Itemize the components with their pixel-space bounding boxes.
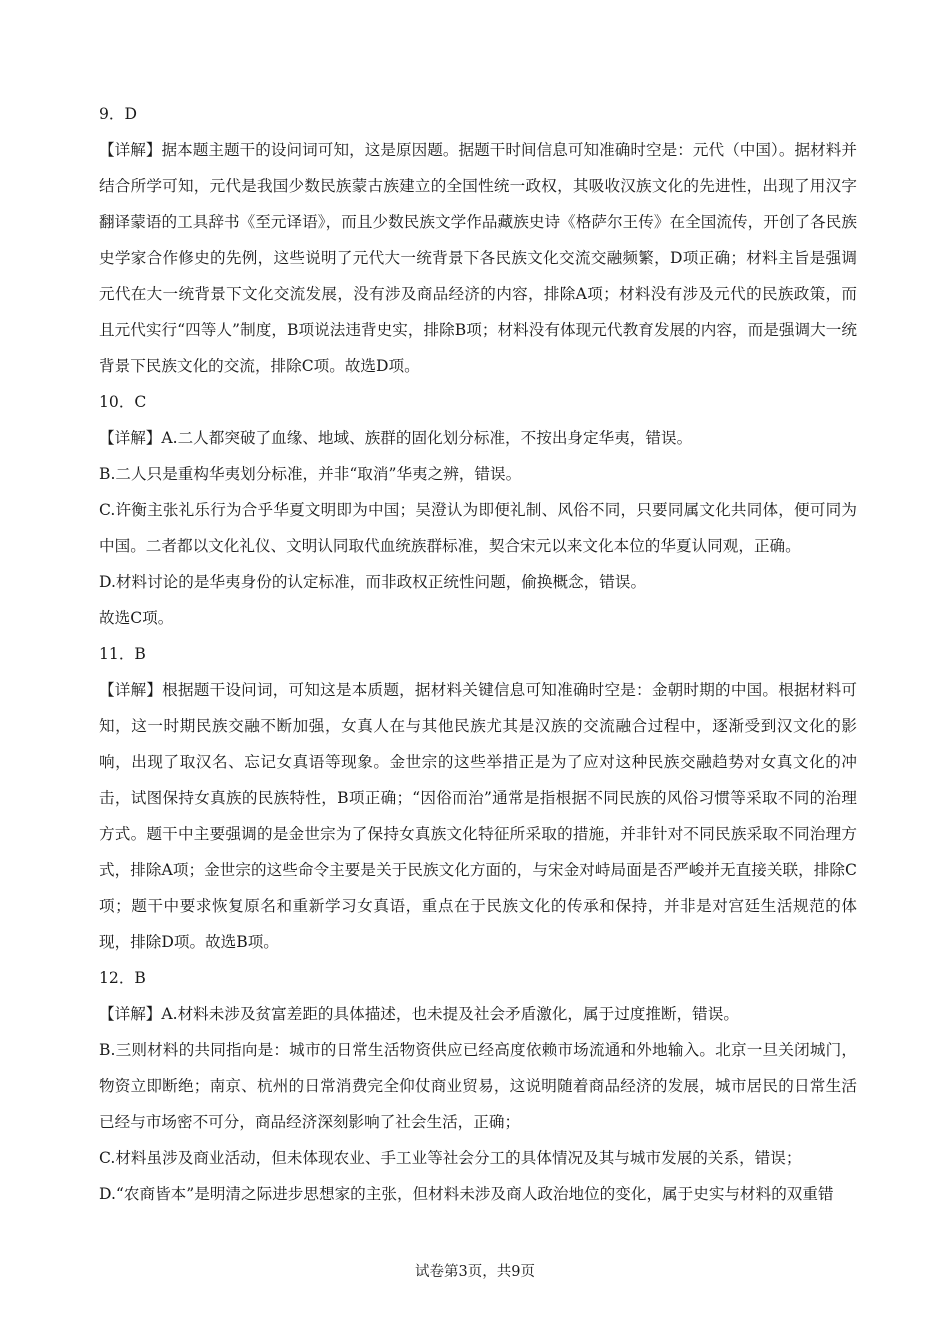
answer-12-option-a: 【详解】A.材料未涉及贫富差距的具体描述，也未提及社会矛盾激化，属于过度推断，错误。	[99, 1005, 739, 1023]
answer-11-number: 11．B	[99, 645, 146, 663]
answer-12-option-d: D.“农商皆本”是明清之际进步思想家的主张，但材料未涉及商人政治地位的变化，属于史实与材料的双重错	[99, 1185, 834, 1203]
answer-10-option-c: C.许衡主张礼乐行为合乎华夏文明即为中国；吴澄认为即便礼制、风俗不同，只要同属文化共同体，便可同为中国。二者都以文化礼仪、文明认同取代血统族群标准，契合宋元以来文化本位的华夏认同观，正确。	[99, 501, 857, 555]
answer-9-number: 9．D	[99, 105, 138, 123]
answer-content	[99, 96, 857, 1212]
answer-10-number: 10．C	[99, 393, 147, 411]
page-footer: 试卷第3页，共9页	[415, 1264, 535, 1280]
answer-10-option-a: 【详解】A.二人都突破了血缘、地域、族群的固化划分标准，不按出身定华夷，错误。	[99, 429, 693, 447]
answer-12-option-b: B.三则材料的共同指向是：城市的日常生活物资供应已经高度依赖市场流通和外地输入。北京一旦关闭城门，物资立即断绝；南京、杭州的日常消费完全仰仗商业贸易，这说明随着商品经济的发展，城市居民的日常生活已经与市场密不可分，商品经济深刻影响了社会生活，正确；	[99, 1041, 857, 1131]
answer-10-option-b: B.二人只是重构华夷划分标准，并非“取消”华夷之辨，错误。	[99, 465, 522, 483]
answer-10-option-d: D.材料讨论的是华夷身份的认定标准，而非政权正统性问题，偷换概念，错误。	[99, 573, 647, 591]
answer-12-number: 12．B	[99, 969, 146, 987]
answer-9-explanation: 【详解】据本题主题干的设问词可知，这是原因题。据题干时间信息可知准确时空是：元代（中国）。据材料并结合所学可知，元代是我国少数民族蒙古族建立的全国性统一政权，其吸收汉族文化的先进性，出现了用汉字翻译蒙语的工具辞书《至元译语》，而且少数民族文学作品藏族史诗《格萨尔王传》在全国流传，开创了各民族史学家合作修史的先例，这些说明了元代大一统背景下各民族文化交流交融频繁，D项正确；材料主旨是强调元代在大一统背景下文化交流发展，没有涉及商品经济的内容，排除A项；材料没有涉及元代的民族政策，而且元代实行“四等人”制度，B项说法违背史实，排除B项；材料没有体现元代教育发展的内容，而是强调大一统背景下民族文化的交流，排除C项。故选D项。	[99, 141, 857, 375]
answer-12-option-c: C.材料虽涉及商业活动，但未体现农业、手工业等社会分工的具体情况及其与城市发展的关系，错误；	[99, 1149, 802, 1167]
answer-10-conclusion: 故选C项。	[99, 609, 174, 627]
answer-11-explanation: 【详解】根据题干设问词，可知这是本质题，据材料关键信息可知准确时空是：金朝时期的中国。根据材料可知，这一时期民族交融不断加强，女真人在与其他民族尤其是汉族的交流融合过程中，逐渐受到汉文化的影响，出现了取汉名、忘记女真语等现象。金世宗的这些举措正是为了应对这种民族交融趋势对女真文化的冲击，试图保持女真族的民族特性，B项正确；“因俗而治”通常是指根据不同民族的风俗习惯等采取不同的治理方式。题干中主要强调的是金世宗为了保持女真族文化特征所采取的措施，并非针对不同民族采取不同治理方式，排除A项；金世宗的这些命令主要是关于民族文化方面的，与宋金对峙局面是否严峻并无直接关联，排除C项；题干中要求恢复原名和重新学习女真语，重点在于民族文化的传承和保持，并非是对宫廷生活规范的体现，排除D项。故选B项。	[99, 681, 857, 951]
